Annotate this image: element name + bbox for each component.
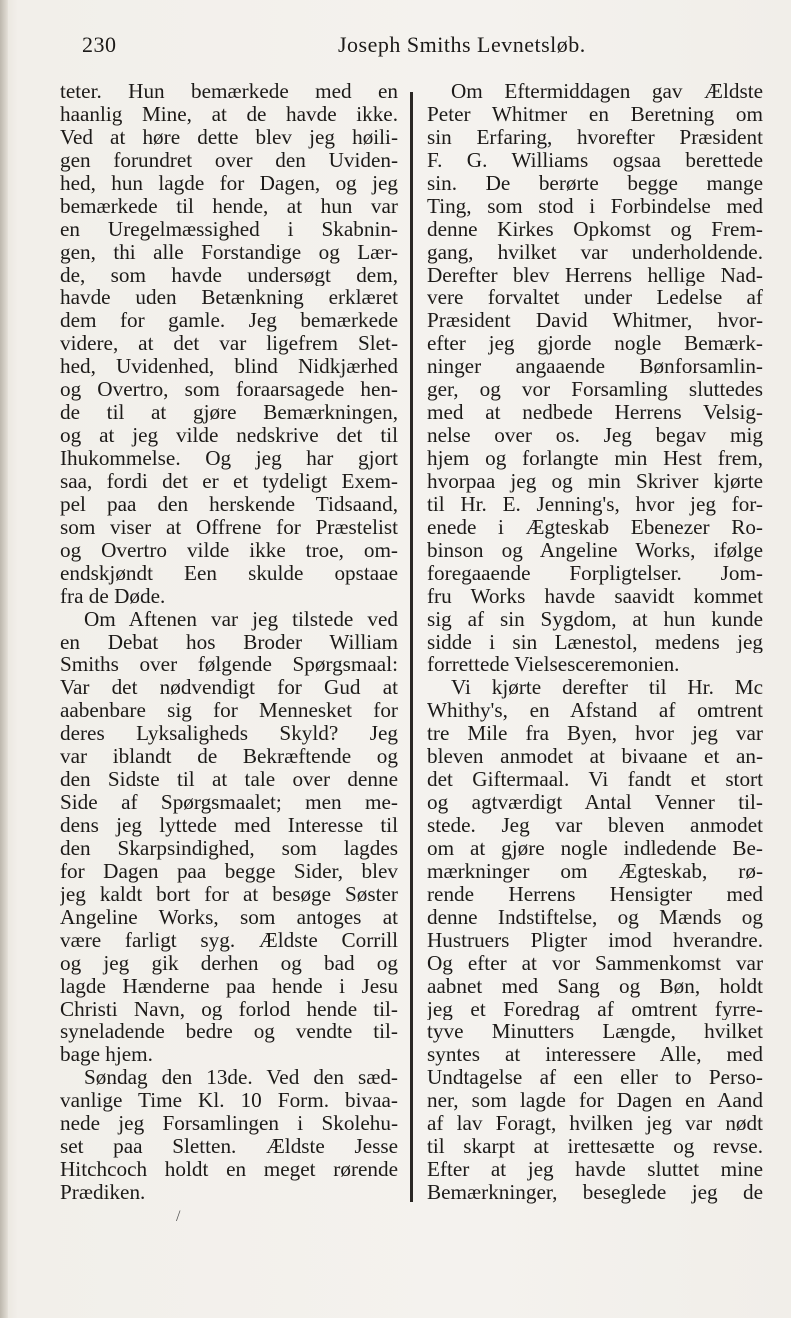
text-line: Ting, som stod i Forbindelse med bbox=[427, 194, 763, 218]
text-line: var iblandt de Bekræftende og bbox=[60, 745, 398, 769]
text-line: gen forundret over den Uviden- bbox=[60, 148, 398, 172]
text-line: Smiths over følgende Spørgsmaal: bbox=[60, 653, 398, 677]
text-line: havde uden Betænkning erklæret bbox=[60, 286, 398, 310]
text-line: deres Lyksaligheds Skyld? Jeg bbox=[60, 722, 398, 746]
text-line: Ved at høre dette blev jeg høili- bbox=[60, 125, 398, 149]
text-line: Undtagelse af een eller to Perso- bbox=[427, 1066, 763, 1090]
text-line: jeg kaldt bort for at besøge Søster bbox=[60, 882, 398, 906]
text-line: og Overtro, som foraarsagede hen- bbox=[60, 378, 398, 402]
text-line: binson og Angeline Works, ifølge bbox=[427, 538, 763, 562]
text-line: videre, at det var ligefrem Slet- bbox=[60, 332, 398, 356]
text-line: sin. De berørte begge mange bbox=[427, 171, 763, 195]
text-line: Bemærkninger, beseglede jeg de bbox=[427, 1181, 763, 1204]
text-line: Peter Whitmer en Beretning om bbox=[427, 102, 763, 126]
text-line: den Skarpsindighed, som lagdes bbox=[60, 836, 398, 860]
text-line: bleven anmodet at bivaane et an- bbox=[427, 745, 763, 769]
text-line: nede jeg Forsamlingen i Skolehu- bbox=[60, 1112, 398, 1136]
column-divider bbox=[410, 92, 413, 1202]
text-line: tyve Minutters Længde, hvilket bbox=[427, 1020, 763, 1044]
text-line: Om Aftenen var jeg tilstede ved bbox=[84, 607, 398, 631]
text-line: til skarpt at irettesætte og revse. bbox=[427, 1135, 763, 1159]
text-line: af lav Foragt, hvilken jeg var nødt bbox=[427, 1112, 763, 1136]
text-line: F. G. Williams ogsaa berettede bbox=[427, 148, 763, 172]
text-line: bage hjem. bbox=[60, 1042, 153, 1067]
page-header bbox=[60, 32, 751, 62]
page-number: 230 bbox=[82, 32, 117, 57]
text-line: denne Indstiftelse, og Mænds og bbox=[427, 905, 763, 929]
text-line: aabnet med Sang og Bøn, holdt bbox=[427, 974, 763, 998]
text-line: rende Herrens Hensigter med bbox=[427, 882, 763, 906]
text-line: Side af Spørgsmaalet; men me- bbox=[60, 791, 398, 814]
text-line: Var det nødvendigt for Gud at bbox=[60, 676, 398, 700]
text-line: tre Mile fra Byen, hvor jeg var bbox=[427, 722, 763, 746]
text-line: gang, hvilket var underholdende. bbox=[427, 240, 763, 264]
text-line: hed, Uvidenhed, blind Nidkjærhed bbox=[60, 355, 398, 379]
text-line: en Debat hos Broder William bbox=[60, 630, 398, 654]
text-line: mærkninger om Ægteskab, rø- bbox=[427, 859, 763, 883]
text-line: en Uregelmæssighed i Skabnin- bbox=[60, 217, 398, 241]
text-line: denne Kirkes Opkomst og Frem- bbox=[427, 217, 763, 241]
text-line: med at nedbede Herrens Velsig- bbox=[427, 401, 763, 425]
text-line: sidde i sin Lænestol, medens jeg bbox=[427, 630, 763, 654]
text-line: Søndag den 13de. Ved den sæd- bbox=[84, 1066, 398, 1090]
text-line: Hustruers Pligter imod hverandre. bbox=[427, 928, 763, 952]
text-line: om at gjøre nogle indledende Be- bbox=[427, 836, 763, 860]
text-line: fra de Døde. bbox=[60, 583, 166, 608]
text-line: Ihukommelse. Og jeg har gjort bbox=[60, 447, 398, 470]
text-line: vanlige Time Kl. 10 Form. bivaa- bbox=[60, 1089, 398, 1113]
text-line: de, som havde undersøgt dem, bbox=[60, 263, 398, 287]
text-line: og at jeg vilde nedskrive det til bbox=[60, 424, 398, 447]
text-line: pel paa den herskende Tidsaand, bbox=[60, 492, 398, 516]
text-line: ger, og vor Forsamling sluttedes bbox=[427, 378, 763, 402]
text-line: Christi Navn, og forlod hende til- bbox=[60, 997, 398, 1021]
text-line: være farligt syg. Ældste Corrill bbox=[60, 928, 398, 952]
text-line: Hitchcoch holdt en meget rørende bbox=[60, 1158, 398, 1181]
text-line: bemærkede til hende, at hun var bbox=[60, 194, 398, 218]
text-line: Præsident David Whitmer, hvor- bbox=[427, 309, 763, 333]
text-line: det Giftermaal. Vi fandt et stort bbox=[427, 768, 763, 792]
text-line: hvorpaa jeg og min Skriver kjørte bbox=[427, 469, 763, 493]
text-line: ner, som lagde for Dagen en Aand bbox=[427, 1089, 763, 1113]
text-line: de til at gjøre Bemærkningen, bbox=[60, 401, 398, 425]
text-line: enede i Ægteskab Ebenezer Ro- bbox=[427, 515, 763, 539]
text-line: Om Eftermiddagen gav Ældste bbox=[451, 80, 763, 103]
text-line: aabenbare sig for Mennesket for bbox=[60, 699, 398, 723]
text-line: Whithy's, en Afstand af omtrent bbox=[427, 699, 763, 723]
text-line: sig af sin Sygdom, at hun kunde bbox=[427, 607, 763, 631]
text-line: hjem og forlangte min Hest frem, bbox=[427, 447, 763, 470]
text-line: foregaaende Forpligtelser. Jom- bbox=[427, 561, 763, 585]
text-line: fru Works havde saavidt kommet bbox=[427, 584, 763, 608]
stray-mark: / bbox=[176, 1208, 181, 1225]
text-line: dens jeg lyttede med Interesse til bbox=[60, 814, 398, 837]
text-line: Efter at jeg havde sluttet mine bbox=[427, 1158, 763, 1181]
text-line: og jeg gik derhen og bad og bbox=[60, 951, 398, 975]
text-line: Og efter at vor Sammenkomst var bbox=[427, 951, 763, 975]
text-line: gen, thi alle Forstandige og Lær- bbox=[60, 240, 398, 264]
text-line: Vi kjørte derefter til Hr. Mc bbox=[451, 676, 763, 700]
text-line: Derefter blev Herrens hellige Nad- bbox=[427, 263, 763, 287]
running-title: Joseph Smiths Levnetsløb. bbox=[338, 32, 586, 57]
text-line: sin Erfaring, hvorefter Præsident bbox=[427, 125, 763, 149]
text-line: stede. Jeg var bleven anmodet bbox=[427, 814, 763, 837]
text-line: nelse over os. Jeg begav mig bbox=[427, 424, 763, 447]
text-line: syneladende bedre og vendte til- bbox=[60, 1020, 398, 1044]
text-line: efter jeg gjorde nogle Bemærk- bbox=[427, 332, 763, 356]
text-line: teter. Hun bemærkede med en bbox=[60, 80, 398, 103]
text-line: den Sidste til at tale over denne bbox=[60, 768, 398, 792]
left-text-column bbox=[60, 80, 398, 1204]
text-line: til Hr. E. Jenning's, hvor jeg for- bbox=[427, 492, 763, 516]
right-text-column bbox=[427, 80, 763, 1204]
text-line: for Dagen paa begge Sider, blev bbox=[60, 859, 398, 883]
text-line: haanlig Mine, at de havde ikke. bbox=[60, 102, 398, 126]
text-line: dem for gamle. Jeg bemærkede bbox=[60, 309, 398, 333]
text-line: og Overtro vilde ikke troe, om- bbox=[60, 538, 398, 562]
text-line: hed, hun lagde for Dagen, og jeg bbox=[60, 171, 398, 195]
text-line: saa, fordi det er et tydeligt Exem- bbox=[60, 469, 398, 493]
text-line: lagde Hænderne paa hende i Jesu bbox=[60, 974, 398, 998]
text-line: Angeline Works, som antoges at bbox=[60, 905, 398, 929]
text-line: ninger angaaende Bønforsamlin- bbox=[427, 355, 763, 379]
text-line: og agtværdigt Antal Venner til- bbox=[427, 791, 763, 814]
text-line: set paa Sletten. Ældste Jesse bbox=[60, 1135, 398, 1159]
text-line: vere forvaltet under Ledelse af bbox=[427, 286, 763, 310]
text-line: Prædiken. bbox=[60, 1180, 146, 1204]
text-line: jeg et Foredrag af omtrent fyrre- bbox=[427, 997, 763, 1021]
text-line: syntes at interessere Alle, med bbox=[427, 1043, 763, 1067]
text-line: endskjøndt Een skulde opstaae bbox=[60, 561, 398, 585]
text-line: som viser at Offrene for Præstelist bbox=[60, 515, 398, 539]
text-line: forrettede Vielsesceremonien. bbox=[427, 652, 680, 677]
page-edge-shadow bbox=[0, 0, 8, 1318]
